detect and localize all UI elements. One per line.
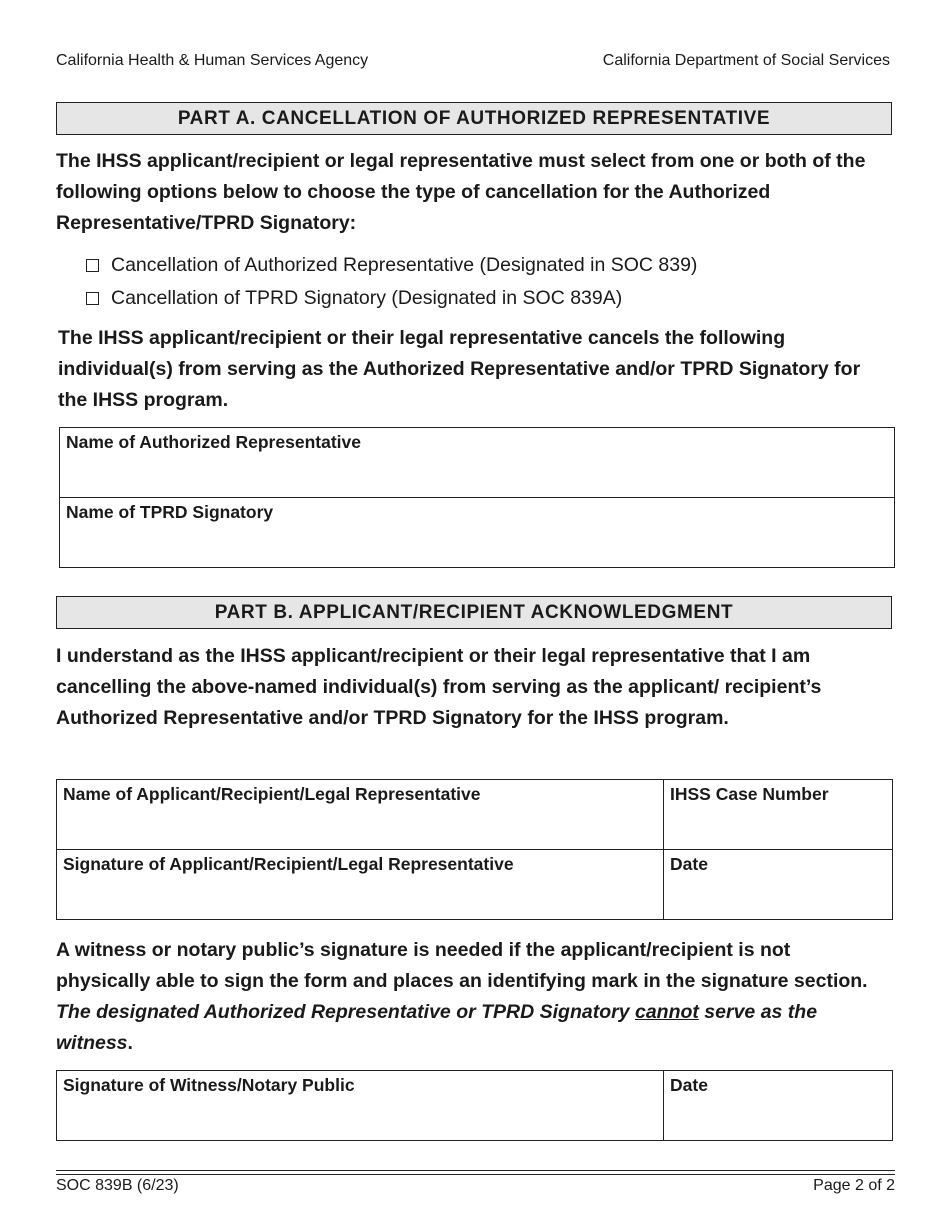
witness-signature-field[interactable] bbox=[57, 1071, 664, 1141]
field-label: Name of Applicant/Recipient/Legal Representative bbox=[63, 784, 481, 804]
witness-note-italic-end: serve as the witness bbox=[56, 1001, 818, 1054]
tprd-signatory-name-field[interactable] bbox=[60, 498, 895, 568]
applicant-table bbox=[56, 779, 893, 920]
field-label: Date bbox=[670, 1075, 708, 1095]
part-b-statement: I understand as the IHSS applicant/recipient or their legal representative that I am cancelling the above-named individual(s) from serving as the applicant/ recipient’s Authorized Representative and/or TPRD Signatory for the IHSS program. bbox=[56, 645, 822, 729]
witness-note bbox=[56, 935, 886, 1059]
field-label: IHSS Case Number bbox=[670, 784, 829, 804]
option-authorized-rep[interactable] bbox=[86, 252, 697, 278]
option-label: Cancellation of Authorized Representative (Designated in SOC 839) bbox=[111, 254, 698, 276]
witness-note-text: A witness or notary public’s signature is needed if the applicant/recipient is not physically able to sign the form and places an identifying mark in the signature section. bbox=[56, 939, 868, 992]
part-a-intro: The IHSS applicant/recipient or legal representative must select from one or both of the following options below to choose the type of cancellation for the Authorized Representative/TPRD Signatory: bbox=[56, 150, 866, 234]
witness-note-period: . bbox=[127, 1032, 133, 1054]
footer-form-id: SOC 839B (6/23) bbox=[56, 1177, 179, 1194]
field-label: Signature of Applicant/Recipient/Legal Representative bbox=[63, 854, 514, 874]
applicant-date-field[interactable] bbox=[664, 850, 893, 920]
witness-date-field[interactable] bbox=[664, 1071, 893, 1141]
tprd-signatory-checkbox[interactable] bbox=[86, 292, 99, 305]
witness-table bbox=[56, 1070, 893, 1141]
footer-page-number: Page 2 of 2 bbox=[813, 1177, 895, 1194]
header-department: California Department of Social Services bbox=[602, 52, 890, 69]
case-number-field[interactable] bbox=[664, 780, 893, 850]
header-agency: California Health & Human Services Agency bbox=[56, 52, 369, 69]
footer-divider bbox=[56, 1174, 895, 1175]
field-label: Date bbox=[670, 854, 708, 874]
footer-divider bbox=[56, 1170, 895, 1171]
authorized-rep-checkbox[interactable] bbox=[86, 259, 99, 272]
part-b-title: PART B. APPLICANT/RECIPIENT ACKNOWLEDGMENT bbox=[56, 596, 892, 629]
field-label: Name of TPRD Signatory bbox=[66, 502, 274, 522]
witness-note-italic: The designated Authorized Representative or TPRD Signatory bbox=[56, 1001, 635, 1023]
applicant-name-field[interactable] bbox=[57, 780, 664, 850]
part-a-statement: The IHSS applicant/recipient or their legal representative cancels the following individual(s) from serving as the Authorized Representative and/or TPRD Signatory for the IHSS program. bbox=[58, 327, 861, 411]
representative-names-table bbox=[59, 427, 895, 568]
witness-note-underline: cannot bbox=[634, 1001, 699, 1023]
part-a-title: PART A. CANCELLATION OF AUTHORIZED REPRESENTATIVE bbox=[56, 102, 892, 135]
applicant-signature-field[interactable] bbox=[57, 850, 664, 920]
option-tprd-signatory[interactable] bbox=[86, 285, 622, 311]
field-label: Signature of Witness/Notary Public bbox=[63, 1075, 355, 1095]
option-label: Cancellation of TPRD Signatory (Designated in SOC 839A) bbox=[111, 287, 623, 309]
field-label: Name of Authorized Representative bbox=[66, 432, 361, 452]
authorized-rep-name-field[interactable] bbox=[60, 428, 895, 498]
